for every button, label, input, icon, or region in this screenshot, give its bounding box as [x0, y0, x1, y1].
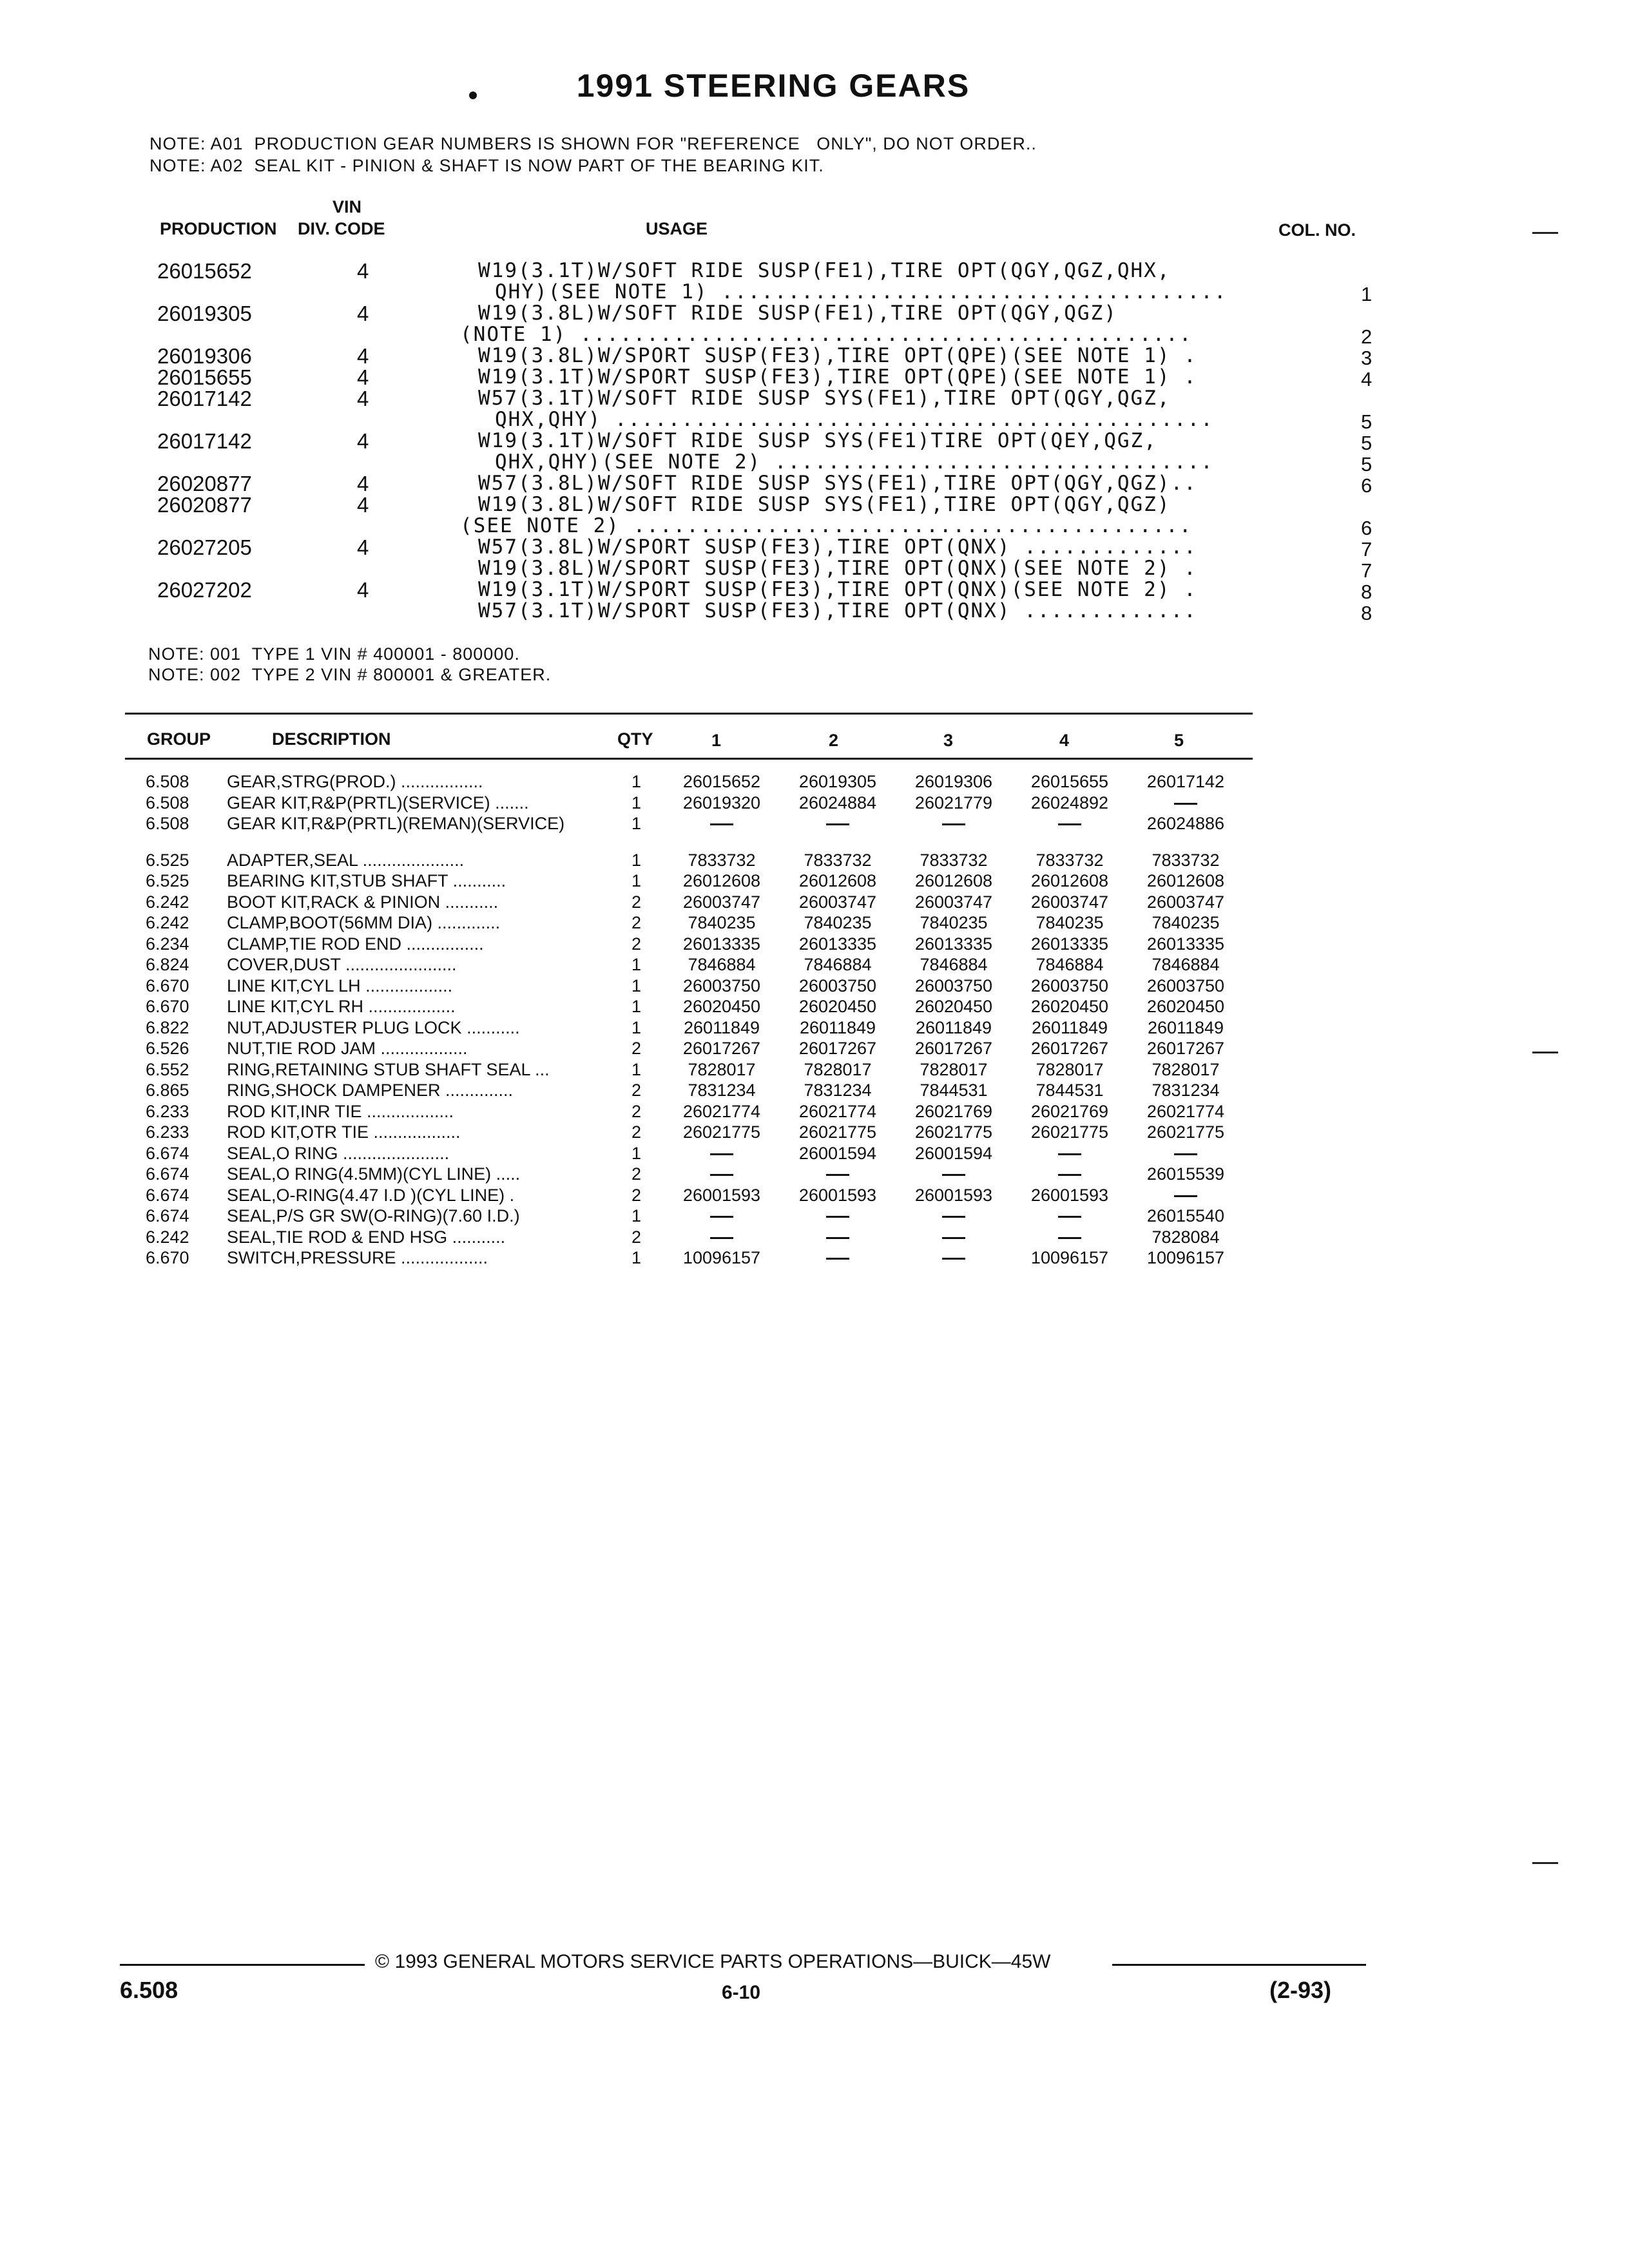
group-number: 6.865 — [146, 1081, 189, 1100]
div-code: 4 — [357, 429, 369, 453]
group-number: 6.525 — [146, 871, 189, 890]
note-a02: NOTE: A02 SEAL KIT - PINION & SHAFT IS NOW PART OF THE BEARING KIT. — [149, 156, 824, 175]
part-number: 26012608 — [798, 871, 877, 890]
part-number: 26001594 — [914, 1143, 993, 1163]
dash-mark — [710, 1153, 733, 1155]
column-number: 5 — [1361, 432, 1373, 454]
part-number: 26003747 — [1146, 892, 1225, 912]
part-description: SEAL,O-RING(4.47 I.D )(CYL LINE) . — [227, 1185, 515, 1205]
quantity: 2 — [631, 892, 642, 912]
part-number: 26003750 — [1146, 975, 1225, 995]
part-number: 7840235 — [688, 913, 756, 932]
production-number: 26015655 — [157, 365, 252, 389]
production-number: 26019305 — [157, 302, 252, 325]
div-code: 4 — [357, 365, 369, 389]
margin-mark — [1532, 1052, 1558, 1053]
margin-mark — [1532, 232, 1558, 234]
group-number: 6.508 — [146, 793, 189, 812]
part-number: 26024892 — [1030, 793, 1109, 812]
column-number: 2 — [1361, 325, 1373, 348]
group-number: 6.670 — [146, 1248, 189, 1267]
part-number: 26020450 — [1030, 997, 1109, 1016]
part-number: 26021779 — [914, 793, 993, 812]
page-number: 6-10 — [722, 1982, 761, 2003]
part-description: ROD KIT,OTR TIE .................. — [227, 1122, 461, 1142]
column-number: 6 — [1361, 517, 1373, 539]
part-description: NUT,TIE ROD JAM .................. — [227, 1039, 468, 1058]
production-number: 26017142 — [157, 387, 252, 410]
not-applicable-dash — [1018, 1164, 1121, 1184]
column-number: 4 — [1361, 368, 1373, 390]
part-number: 10096157 — [682, 1248, 761, 1267]
dash-mark — [1174, 1153, 1197, 1155]
part-number: 26012608 — [1030, 871, 1109, 890]
part-number: 10096157 — [1146, 1248, 1225, 1267]
group-number: 6.508 — [146, 772, 189, 791]
usage-header: USAGE — [646, 219, 708, 238]
group-number: 6.525 — [146, 850, 189, 870]
part-number: 26003747 — [682, 892, 761, 912]
col-no-header: COL. NO. — [1278, 220, 1356, 240]
part-number: 7846884 — [920, 955, 988, 974]
quantity: 1 — [631, 793, 642, 812]
part-number: 7833732 — [688, 850, 756, 870]
div-code: 4 — [357, 493, 369, 517]
part-number: 26011849 — [1031, 1017, 1108, 1037]
col-4-header: 4 — [1059, 731, 1070, 750]
part-number: 26015652 — [682, 772, 761, 791]
not-applicable-dash — [670, 1164, 773, 1184]
col-3-header: 3 — [943, 731, 954, 750]
vin-header: VIN — [333, 197, 362, 216]
dash-mark — [942, 823, 965, 825]
column-number: 8 — [1361, 581, 1373, 603]
usage-line: W19(3.8L)W/SOFT RIDE SUSP(FE1),TIRE OPT(QGY,QGZ) — [478, 302, 1117, 325]
dash-mark — [1058, 823, 1081, 825]
col-5-header: 5 — [1174, 731, 1184, 750]
usage-line: QHX,QHY)(SEE NOTE 2) ................................. — [495, 450, 1214, 474]
not-applicable-dash — [786, 1164, 889, 1184]
quantity: 1 — [631, 850, 642, 870]
column-number: 7 — [1361, 559, 1373, 582]
part-number: 26021775 — [1030, 1122, 1109, 1142]
copyright-text: © 1993 GENERAL MOTORS SERVICE PARTS OPERATIONS—BUICK—45W — [375, 1951, 1051, 1972]
usage-line: W19(3.1T)W/SOFT RIDE SUSP SYS(FE1)TIRE OPT(QEY,QGZ, — [478, 429, 1157, 452]
quantity: 1 — [631, 997, 642, 1016]
dash-mark — [826, 1174, 849, 1176]
usage-line: W57(3.1T)W/SPORT SUSP(FE3),TIRE OPT(QNX) ............. — [478, 599, 1197, 622]
part-number: 7840235 — [1036, 913, 1104, 932]
part-number: 26001593 — [914, 1185, 993, 1205]
column-number: 7 — [1361, 538, 1373, 561]
usage-line: W57(3.1T)W/SOFT RIDE SUSP SYS(FE1),TIRE OPT(QGY,QGZ, — [478, 387, 1171, 410]
col-2-header: 2 — [829, 731, 839, 750]
group-number: 6.824 — [146, 955, 189, 974]
part-number: 7828017 — [1152, 1059, 1220, 1079]
part-number: 26013335 — [1030, 934, 1109, 954]
note-a01: NOTE: A01 PRODUCTION GEAR NUMBERS IS SHOWN FOR "REFERENCE ONLY", DO NOT ORDER.. — [149, 134, 1037, 153]
part-description: ADAPTER,SEAL ..................... — [227, 850, 465, 870]
part-number: 26011849 — [799, 1017, 876, 1037]
group-number: 6.822 — [146, 1017, 189, 1037]
not-applicable-dash — [786, 1206, 889, 1226]
qty-header: QTY — [617, 729, 653, 749]
group-number: 6.234 — [146, 934, 189, 954]
div-code: 4 — [357, 472, 369, 495]
table-top-rule — [125, 713, 1253, 715]
group-number: 6.242 — [146, 892, 189, 912]
dash-mark — [1174, 803, 1197, 805]
part-number: 26011849 — [915, 1017, 992, 1037]
part-number: 26001594 — [798, 1143, 877, 1163]
group-number: 6.242 — [146, 1227, 189, 1247]
div-code-header: DIV. CODE — [298, 219, 385, 238]
part-number: 26020450 — [914, 997, 993, 1016]
part-number: 26012608 — [1146, 871, 1225, 890]
margin-mark — [1532, 1862, 1558, 1864]
dash-mark — [942, 1216, 965, 1218]
not-applicable-dash — [902, 814, 1005, 834]
div-code: 4 — [357, 344, 369, 368]
part-number: 26021774 — [682, 1101, 761, 1121]
group-number: 6.233 — [146, 1122, 189, 1142]
part-description: RING,SHOCK DAMPENER .............. — [227, 1081, 514, 1100]
footer-rule-right — [1112, 1964, 1366, 1966]
part-description: SEAL,TIE ROD & END HSG ........... — [227, 1227, 506, 1247]
part-description: ROD KIT,INR TIE .................. — [227, 1101, 454, 1121]
part-number: 26015539 — [1146, 1164, 1225, 1184]
column-number: 5 — [1361, 453, 1373, 476]
group-number: 6.674 — [146, 1206, 189, 1225]
part-number: 26012608 — [682, 871, 761, 890]
production-number: 26017142 — [157, 429, 252, 453]
part-number: 7828017 — [920, 1059, 988, 1079]
group-number: 6.552 — [146, 1059, 189, 1079]
group-number: 6.674 — [146, 1164, 189, 1184]
part-description: CLAMP,TIE ROD END ................ — [227, 934, 484, 954]
part-description: GEAR,STRG(PROD.) ................. — [227, 772, 483, 791]
usage-line: W19(3.1T)W/SOFT RIDE SUSP(FE1),TIRE OPT(QGY,QGZ,QHX, — [478, 259, 1171, 282]
part-number: 26021769 — [1030, 1101, 1109, 1121]
quantity: 1 — [631, 1248, 642, 1267]
part-number: 26013335 — [1146, 934, 1225, 954]
part-number: 7831234 — [688, 1081, 756, 1100]
quantity: 2 — [631, 913, 642, 932]
part-number: 7840235 — [920, 913, 988, 932]
production-number: 26027205 — [157, 535, 252, 559]
not-applicable-dash — [902, 1227, 1005, 1247]
part-number: 7833732 — [920, 850, 988, 870]
part-description: LINE KIT,CYL LH .................. — [227, 975, 453, 995]
quantity: 2 — [631, 1039, 642, 1058]
part-number: 7828017 — [804, 1059, 872, 1079]
part-number: 26015540 — [1146, 1206, 1225, 1225]
production-number: 26020877 — [157, 472, 252, 495]
dash-mark — [1174, 1195, 1197, 1197]
quantity: 1 — [631, 871, 642, 890]
usage-line: (NOTE 1) .............................................. — [460, 323, 1193, 346]
part-description: NUT,ADJUSTER PLUG LOCK ........... — [227, 1017, 520, 1037]
part-number: 26021775 — [1146, 1122, 1225, 1142]
div-code: 4 — [357, 535, 369, 559]
part-number: 26003750 — [798, 975, 877, 995]
column-number: 5 — [1361, 410, 1373, 433]
usage-line: W19(3.1T)W/SPORT SUSP(FE3),TIRE OPT(QNX)(SEE NOTE 2) . — [478, 578, 1197, 601]
dash-mark — [942, 1237, 965, 1239]
part-description: GEAR KIT,R&P(PRTL)(REMAN)(SERVICE) — [227, 814, 565, 833]
part-number: 26020450 — [798, 997, 877, 1016]
part-description: BOOT KIT,RACK & PINION ........... — [227, 892, 499, 912]
dash-mark — [1058, 1216, 1081, 1218]
part-number: 26013335 — [682, 934, 761, 954]
group-number: 6.674 — [146, 1143, 189, 1163]
production-number: 26015652 — [157, 259, 252, 283]
div-code: 4 — [357, 578, 369, 602]
not-applicable-dash — [1134, 1144, 1237, 1164]
column-number: 8 — [1361, 602, 1373, 624]
not-applicable-dash — [786, 1248, 889, 1268]
quantity: 2 — [631, 1227, 642, 1247]
part-number: 7846884 — [688, 955, 756, 974]
revision-date: (2-93) — [1269, 1977, 1332, 2003]
part-number: 7833732 — [1152, 850, 1220, 870]
part-description: SEAL,O RING(4.5MM)(CYL LINE) ..... — [227, 1164, 521, 1184]
not-applicable-dash — [1018, 1144, 1121, 1164]
part-number: 26021775 — [798, 1122, 877, 1142]
part-description: GEAR KIT,R&P(PRTL)(SERVICE) ....... — [227, 793, 529, 812]
group-number: 6.242 — [146, 913, 189, 932]
dash-mark — [710, 1216, 733, 1218]
production-number: 26019306 — [157, 344, 252, 368]
part-number: 26013335 — [798, 934, 877, 954]
dash-mark — [826, 1216, 849, 1218]
part-description: RING,RETAINING STUB SHAFT SEAL ... — [227, 1059, 550, 1079]
part-number: 26003750 — [682, 975, 761, 995]
quantity: 2 — [631, 1122, 642, 1142]
dash-mark — [942, 1174, 965, 1176]
part-description: CLAMP,BOOT(56MM DIA) ............. — [227, 913, 501, 932]
not-applicable-dash — [670, 1144, 773, 1164]
dash-mark — [710, 823, 733, 825]
bullet-mark — [469, 91, 477, 99]
part-description: LINE KIT,CYL RH .................. — [227, 997, 456, 1016]
part-number: 7846884 — [1036, 955, 1104, 974]
not-applicable-dash — [1018, 814, 1121, 834]
usage-line: W19(3.8L)W/SOFT RIDE SUSP SYS(FE1),TIRE OPT(QGY,QGZ) — [478, 493, 1171, 516]
quantity: 2 — [631, 1101, 642, 1121]
part-number: 7840235 — [1152, 913, 1220, 932]
page-title: 1991 STEERING GEARS — [576, 68, 970, 104]
div-code: 4 — [357, 387, 369, 410]
section-number: 6.508 — [120, 1977, 178, 2003]
dash-mark — [826, 823, 849, 825]
part-number: 26017267 — [798, 1039, 877, 1058]
column-number: 6 — [1361, 474, 1373, 497]
part-number: 26017142 — [1146, 772, 1225, 791]
part-description: SWITCH,PRESSURE .................. — [227, 1248, 488, 1267]
part-number: 26015655 — [1030, 772, 1109, 791]
part-number: 7828084 — [1152, 1227, 1220, 1247]
part-number: 7828017 — [1036, 1059, 1104, 1079]
group-number: 6.674 — [146, 1185, 189, 1205]
usage-line: W57(3.8L)W/SPORT SUSP(FE3),TIRE OPT(QNX) ............. — [478, 535, 1197, 559]
part-number: 26017267 — [682, 1039, 761, 1058]
not-applicable-dash — [902, 1206, 1005, 1226]
part-number: 26019320 — [682, 793, 761, 812]
part-number: 26003750 — [914, 975, 993, 995]
description-header: DESCRIPTION — [272, 729, 391, 749]
part-number: 10096157 — [1030, 1248, 1109, 1267]
not-applicable-dash — [1018, 1227, 1121, 1247]
part-description: COVER,DUST ....................... — [227, 955, 457, 974]
not-applicable-dash — [902, 1164, 1005, 1184]
not-applicable-dash — [1134, 793, 1237, 813]
usage-line: W19(3.8L)W/SPORT SUSP(FE3),TIRE OPT(QPE)(SEE NOTE 1) . — [478, 344, 1197, 367]
part-number: 7846884 — [804, 955, 872, 974]
dash-mark — [1058, 1237, 1081, 1239]
usage-line: W57(3.8L)W/SOFT RIDE SUSP SYS(FE1),TIRE OPT(QGY,QGZ).. — [478, 472, 1197, 495]
quantity: 1 — [631, 1059, 642, 1079]
quantity: 1 — [631, 1206, 642, 1225]
part-number: 7844531 — [1036, 1081, 1104, 1100]
group-number: 6.526 — [146, 1039, 189, 1058]
part-number: 26001593 — [1030, 1185, 1109, 1205]
dash-mark — [1058, 1174, 1081, 1176]
group-number: 6.670 — [146, 975, 189, 995]
part-number: 26021774 — [798, 1101, 877, 1121]
part-number: 26003750 — [1030, 975, 1109, 995]
not-applicable-dash — [786, 814, 889, 834]
part-number: 26001593 — [798, 1185, 877, 1205]
part-number: 26021774 — [1146, 1101, 1225, 1121]
div-code: 4 — [357, 259, 369, 283]
part-number: 26017267 — [1146, 1039, 1225, 1058]
part-number: 26011849 — [1147, 1017, 1224, 1037]
part-number: 26024886 — [1146, 814, 1225, 833]
part-number: 7831234 — [804, 1081, 872, 1100]
not-applicable-dash — [902, 1248, 1005, 1268]
usage-line: (SEE NOTE 2) .......................................... — [460, 514, 1193, 537]
part-number: 26019306 — [914, 772, 993, 791]
quantity: 1 — [631, 955, 642, 974]
part-number: 26021775 — [682, 1122, 761, 1142]
part-number: 26003747 — [798, 892, 877, 912]
group-header: GROUP — [147, 729, 211, 749]
usage-line: QHY)(SEE NOTE 1) ...................................... — [495, 280, 1228, 303]
part-number: 26020450 — [682, 997, 761, 1016]
part-number: 7833732 — [804, 850, 872, 870]
quantity: 1 — [631, 772, 642, 791]
note-001: NOTE: 001 TYPE 1 VIN # 400001 - 800000. — [148, 644, 520, 664]
group-number: 6.670 — [146, 997, 189, 1016]
dash-mark — [1058, 1153, 1081, 1155]
column-number: 1 — [1361, 283, 1373, 305]
part-description: SEAL,O RING ...................... — [227, 1143, 450, 1163]
not-applicable-dash — [670, 1206, 773, 1226]
group-number: 6.508 — [146, 814, 189, 833]
quantity: 1 — [631, 1143, 642, 1163]
not-applicable-dash — [786, 1227, 889, 1247]
quantity: 1 — [631, 814, 642, 833]
part-description: BEARING KIT,STUB SHAFT ........... — [227, 871, 506, 890]
part-number: 26003747 — [914, 892, 993, 912]
quantity: 2 — [631, 934, 642, 954]
production-number: 26027202 — [157, 578, 252, 602]
part-number: 7833732 — [1036, 850, 1104, 870]
part-number: 26017267 — [914, 1039, 993, 1058]
part-number: 26021769 — [914, 1101, 993, 1121]
footer-rule-left — [120, 1964, 365, 1966]
part-description: SEAL,P/S GR SW(O-RING)(7.60 I.D.) — [227, 1206, 520, 1225]
quantity: 1 — [631, 975, 642, 995]
part-number: 26011849 — [683, 1017, 760, 1037]
quantity: 1 — [631, 1017, 642, 1037]
note-002: NOTE: 002 TYPE 2 VIN # 800001 & GREATER. — [148, 665, 552, 684]
not-applicable-dash — [670, 1227, 773, 1247]
part-number: 26012608 — [914, 871, 993, 890]
quantity: 2 — [631, 1164, 642, 1184]
dash-mark — [710, 1237, 733, 1239]
group-number: 6.233 — [146, 1101, 189, 1121]
not-applicable-dash — [1018, 1206, 1121, 1226]
part-number: 26003747 — [1030, 892, 1109, 912]
usage-line: W19(3.1T)W/SPORT SUSP(FE3),TIRE OPT(QPE)(SEE NOTE 1) . — [478, 365, 1197, 389]
part-number: 26013335 — [914, 934, 993, 954]
usage-line: QHX,QHY) ............................................. — [495, 408, 1214, 431]
column-number: 3 — [1361, 347, 1373, 369]
production-number: 26020877 — [157, 493, 252, 517]
part-number: 26020450 — [1146, 997, 1225, 1016]
part-number: 26021775 — [914, 1122, 993, 1142]
dash-mark — [942, 1258, 965, 1260]
part-number: 26017267 — [1030, 1039, 1109, 1058]
quantity: 2 — [631, 1185, 642, 1205]
not-applicable-dash — [670, 814, 773, 834]
part-number: 26024884 — [798, 793, 877, 812]
part-number: 26001593 — [682, 1185, 761, 1205]
part-number: 7828017 — [688, 1059, 756, 1079]
part-number: 7844531 — [920, 1081, 988, 1100]
part-number: 7846884 — [1152, 955, 1220, 974]
part-number: 7840235 — [804, 913, 872, 932]
dash-mark — [710, 1174, 733, 1176]
part-number: 26019305 — [798, 772, 877, 791]
dash-mark — [826, 1237, 849, 1239]
usage-line: W19(3.8L)W/SPORT SUSP(FE3),TIRE OPT(QNX)(SEE NOTE 2) . — [478, 557, 1197, 580]
col-1-header: 1 — [711, 731, 722, 750]
div-code: 4 — [357, 302, 369, 325]
table-header-rule — [125, 758, 1253, 760]
production-header: PRODUCTION — [160, 219, 277, 238]
dash-mark — [826, 1258, 849, 1260]
not-applicable-dash — [1134, 1186, 1237, 1206]
quantity: 2 — [631, 1081, 642, 1100]
part-number: 7831234 — [1152, 1081, 1220, 1100]
